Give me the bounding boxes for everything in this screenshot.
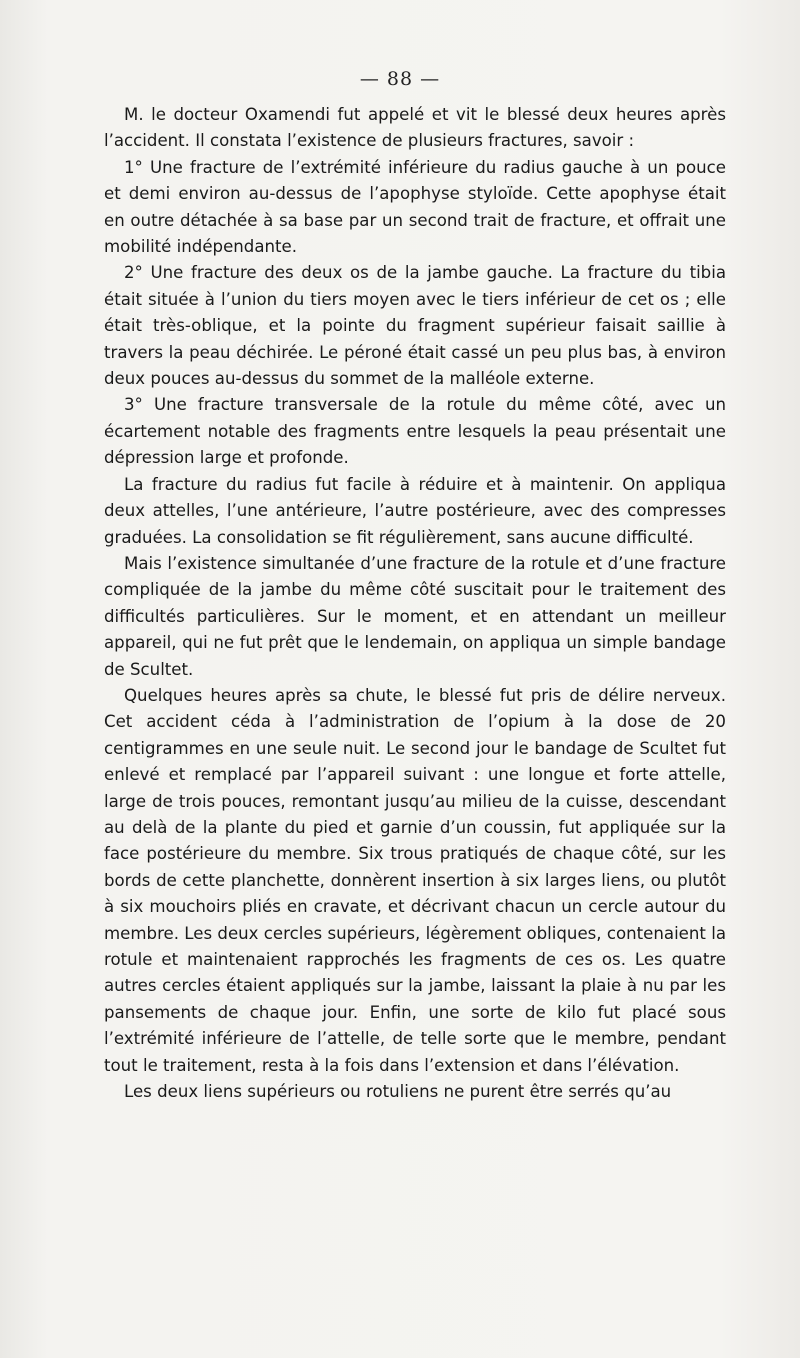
paragraph: 2° Une fracture des deux os de la jambe gauche. La fracture du tibia était située à l’union du tiers moyen avec le tiers inférieur de cet os ; elle était très-oblique, et la pointe du fragment supérieur faisait saillie à travers la peau déchirée. Le péroné était cassé un peu plus bas, à environ deux pouces au-dessus du sommet de la malléole externe. bbox=[104, 263, 726, 389]
paragraph: La fracture du radius fut facile à réduire et à maintenir. On appliqua deux attelles, l’une antérieure, l’autre postérieure, avec des compresses graduées. La consolidation se fit régulièrement, sans aucune difficulté. bbox=[104, 474, 726, 547]
paragraph: Mais l’existence simultanée d’une fracture de la rotule et d’une fracture compliquée de la jambe du même côté suscitait pour le traitement des difficultés particulières. Sur le moment, et en attendant un meilleur appareil, qui ne fut prêt que le lendemain, on appliqua un simple bandage de Scultet. bbox=[104, 553, 726, 679]
page-number: — 88 — bbox=[359, 68, 441, 90]
paragraph: 3° Une fracture transversale de la rotule du même côté, avec un écartement notable des fragments entre lesquels la peau présentait une dépression large et profonde. bbox=[104, 395, 726, 468]
paragraph: M. le docteur Oxamendi fut appelé et vit le blessé deux heures après l’accident. Il constata l’existence de plusieurs fractures, savoir : bbox=[104, 105, 726, 151]
body-text bbox=[104, 102, 726, 1105]
paragraph: Quelques heures après sa chute, le blessé fut pris de délire nerveux. Cet accident céda à l’administration de l’opium à la dose de 20 centigrammes en une seule nuit. Le second jour le bandage de Scultet fut enlevé et remplacé par l’appareil suivant : une longue et forte attelle, large de trois pouces, remontant jusqu’au milieu de la cuisse, descendant au delà de la plante du pied et garnie d’un coussin, fut appliquée sur la face postérieure du membre. Six trous pratiqués de chaque côté, sur les bords de cette planchette, donnèrent insertion à six larges liens, ou plutôt à six mouchoirs pliés en cravate, et décrivant chacun un cercle autour du membre. Les deux cercles supérieurs, légèrement obliques, contenaient la rotule et maintenaient rapprochés les fragments de ces os. Les quatre autres cercles étaient appliqués sur la jambe, laissant la plaie à nu par les pansements de chaque jour. Enfin, une sorte de kilo fut placé sous l’extrémité inférieure de l’attelle, de telle sorte que le membre, pendant tout le traitement, resta à la fois dans l’extension et dans l’élévation. bbox=[104, 685, 726, 1075]
paragraph: Les deux liens supérieurs ou rotuliens ne purent être serrés qu’au bbox=[124, 1082, 672, 1102]
paragraph: 1° Une fracture de l’extrémité inférieure du radius gauche à un pouce et demi environ au-dessus de l’apophyse styloïde. Cette apophyse était en outre détachée à sa base par un second trait de fracture, et offrait une mobilité indépendante. bbox=[104, 157, 726, 257]
